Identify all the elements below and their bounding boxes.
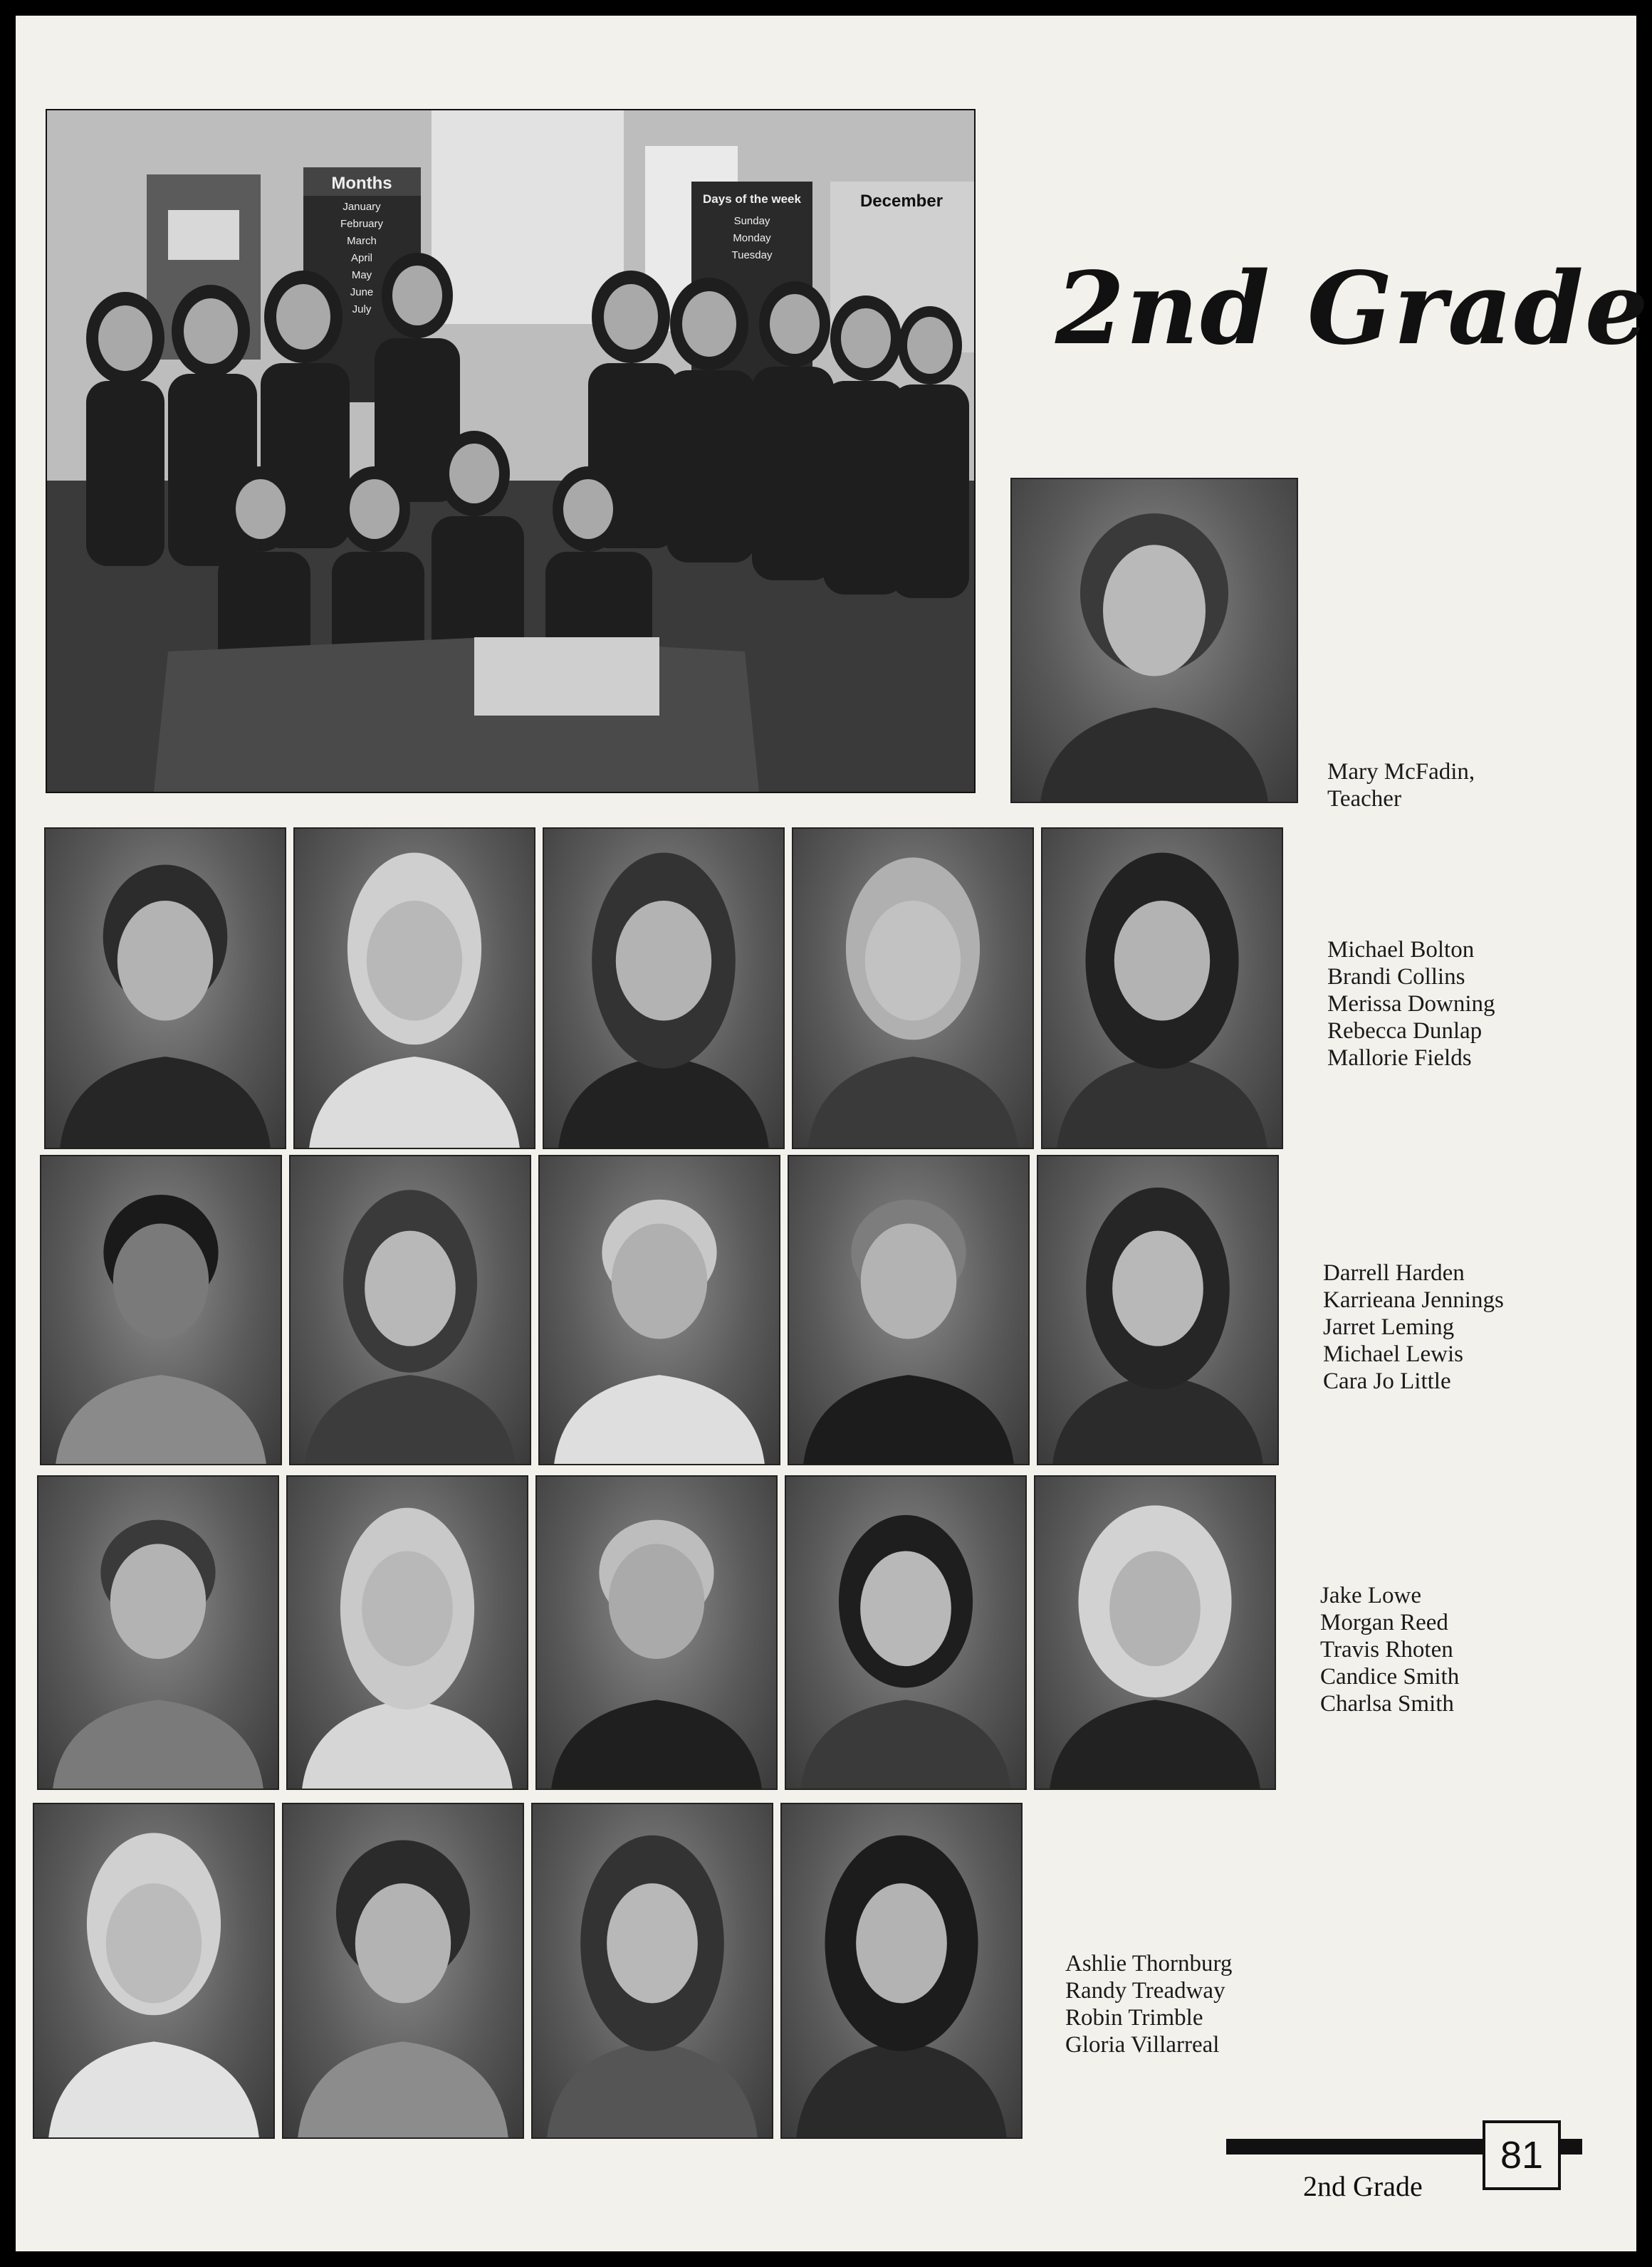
- student-name: Gloria Villarreal: [1065, 2032, 1220, 2058]
- student-name: Karrieana Jennings: [1323, 1287, 1504, 1313]
- month-label: February: [340, 218, 384, 230]
- month-label: January: [343, 201, 381, 213]
- student-name: Candice Smith: [1320, 1664, 1460, 1690]
- student-portrait: [1041, 827, 1283, 1149]
- teacher-caption: [1327, 758, 1475, 812]
- student-portrait: [785, 1475, 1027, 1790]
- student-portrait: [289, 1155, 531, 1465]
- student-name: Robin Trimble: [1065, 2005, 1203, 2031]
- student-name: Rebecca Dunlap: [1327, 1018, 1483, 1044]
- months-sign-header: Months: [331, 174, 392, 193]
- day-label: Sunday: [733, 215, 770, 227]
- row-2-names: [1323, 1260, 1504, 1395]
- month-label: April: [350, 252, 373, 264]
- month-label: March: [347, 235, 377, 247]
- row-3-names: [1320, 1582, 1459, 1717]
- student-name: Randy Treadway: [1065, 1978, 1225, 2004]
- student-portrait: [792, 827, 1034, 1149]
- month-label: July: [352, 303, 372, 315]
- student-name: Darrell Harden: [1323, 1260, 1465, 1286]
- month-label: June: [350, 286, 374, 298]
- student-portrait: [538, 1155, 780, 1465]
- student-name: Jarret Leming: [1323, 1314, 1455, 1340]
- student-portrait: [531, 1803, 773, 2139]
- student-portrait: [40, 1155, 282, 1465]
- teacher-role: Teacher: [1327, 786, 1401, 812]
- student-portrait: [33, 1803, 275, 2139]
- student-name: Charlsa Smith: [1320, 1691, 1454, 1717]
- day-label: Tuesday: [731, 249, 773, 261]
- student-portrait: [44, 827, 286, 1149]
- student-portrait: [535, 1475, 778, 1790]
- student-portrait: [282, 1803, 524, 2139]
- student-name: Travis Rhoten: [1320, 1637, 1453, 1663]
- student-name: Cara Jo Little: [1323, 1368, 1451, 1394]
- footer-section-label: 2nd Grade: [1303, 2170, 1423, 2202]
- student-name: Brandi Collins: [1327, 964, 1465, 990]
- student-name: Merissa Downing: [1327, 991, 1495, 1017]
- teacher-portrait: [1010, 478, 1298, 803]
- day-label: Monday: [733, 232, 771, 244]
- student-portrait: [543, 827, 785, 1149]
- student-name: Jake Lowe: [1320, 1583, 1422, 1608]
- class-group-photo: [46, 109, 976, 793]
- student-name: Ashlie Thornburg: [1065, 1951, 1233, 1977]
- teacher-name: Mary McFadin,: [1327, 759, 1475, 785]
- student-portrait: [1034, 1475, 1276, 1790]
- student-name: Michael Bolton: [1327, 937, 1475, 963]
- student-name: Michael Lewis: [1323, 1341, 1464, 1367]
- student-portrait: [780, 1803, 1023, 2139]
- yearbook-page: [16, 16, 1650, 2251]
- month-label: May: [351, 269, 372, 281]
- student-name: Mallorie Fields: [1327, 1045, 1472, 1071]
- row-1-names: [1327, 936, 1495, 1072]
- row-4-names: [1065, 1950, 1232, 2058]
- student-portrait: [788, 1155, 1030, 1465]
- page-number: 81: [1483, 2120, 1561, 2190]
- student-portrait: [37, 1475, 279, 1790]
- calendar-header: December: [859, 192, 943, 211]
- student-portrait: [286, 1475, 528, 1790]
- page-title: 2nd Grade: [1055, 251, 1650, 367]
- student-name: Morgan Reed: [1320, 1610, 1448, 1635]
- student-portrait: [293, 827, 535, 1149]
- days-sign-header: Days of the week: [703, 192, 801, 206]
- student-portrait: [1037, 1155, 1279, 1465]
